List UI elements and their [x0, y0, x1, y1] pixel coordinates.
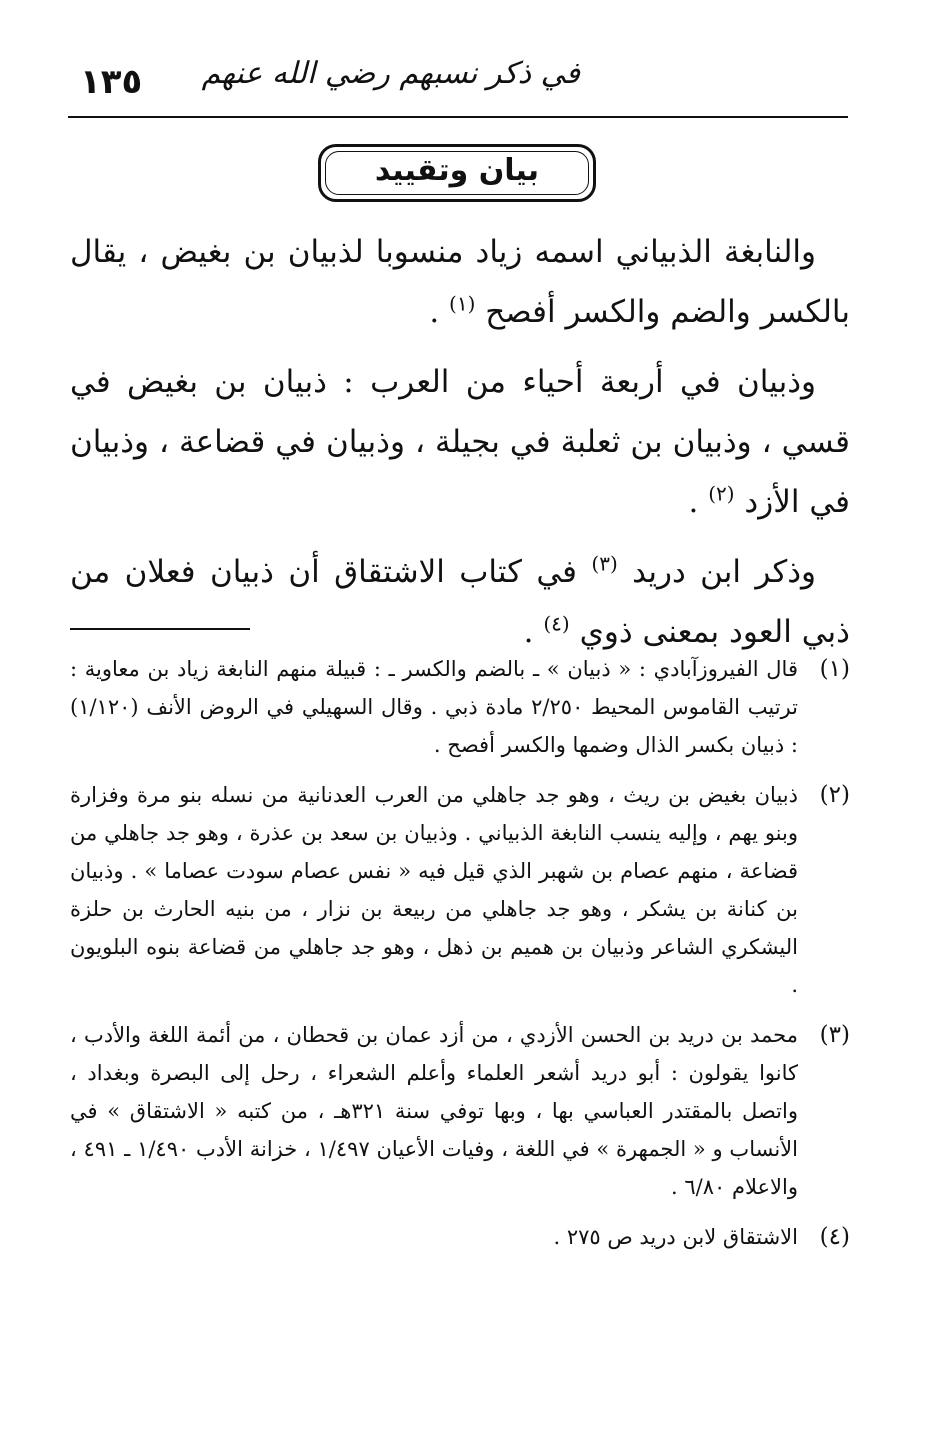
- section-title-frame: [318, 144, 596, 202]
- footnote-ref-2: (٢): [708, 481, 735, 506]
- footnote-rule: [70, 628, 250, 630]
- body-text: [70, 222, 850, 672]
- paragraph-3: [70, 542, 850, 662]
- paragraph-1-tail: .: [429, 294, 450, 330]
- footnote-3: [70, 1016, 850, 1206]
- footnote-text: قال الفيروزآبادي : « ذبيان » ـ بالضم والكسر ـ : قبيلة منهم النابغة زياد بن معاوية : ترتيب القاموس المحيط ٢/٢٥٠ مادة ذبي . وقال السهيلي في الروض الأنف (١/١٢٠) : ذبيان بكسر الذال وضمها والكسر أفصح .: [70, 657, 798, 757]
- header-rule: [68, 116, 848, 118]
- paragraph-3-text-before: وذكر ابن دريد: [617, 554, 816, 590]
- footnote-number: (٣): [819, 1022, 850, 1048]
- paragraph-1-text: والنابغة الذبياني اسمه زياد منسوبا لذبيان بن بغيض ، يقال بالكسر والضم والكسر أفصح: [70, 234, 850, 330]
- footnote-ref-3: (٣): [591, 551, 618, 576]
- section-title: بيان وتقييد: [374, 153, 540, 188]
- footnote-number: (٢): [819, 782, 850, 808]
- paragraph-2-text: وذبيان في أربعة أحياء من العرب : ذبيان بن بغيض في قسي ، وذبيان بن ثعلبة في بجيلة ، وذبيان في قضاعة ، وذبيان في الأزد: [70, 364, 850, 520]
- footnote-text: ذبيان بغيض بن ريث ، وهو جد جاهلي من العرب العدنانية من نسله بنو مرة وفزارة وبنو يهم ، وإليه ينسب النابغة الذبياني . وذبيان بن سعد بن عذرة ، وهو جد جاهلي من قضاعة ، منهم عصام بن شهبر الذي قيل فيه « نفس عصام سودت عصاما » . وذبيان بن كنانة بن يشكر ، وهو جد جاهلي من ربيعة بن نزار ، من بنيه الحارث بن حلزة اليشكري الشاعر وذبيان بن هميم بن ذهل ، وهو جد جاهلي من قضاعة بنوه البلويون .: [70, 783, 798, 997]
- paragraph-3-tail: .: [523, 614, 544, 650]
- footnote-2: [70, 776, 850, 1004]
- paragraph-3-text-after: في كتاب الاشتقاق أن ذبيان فعلان من ذبي العود بمعنى ذوي: [70, 554, 850, 650]
- paragraph-2-tail: .: [688, 484, 709, 520]
- page-header: [68, 52, 848, 118]
- footnote-1: [70, 650, 850, 764]
- footnote-ref-1: (١): [449, 291, 476, 316]
- footnote-text: محمد بن دريد بن الحسن الأزدي ، من أزد عمان بن قحطان ، من أئمة اللغة والأدب ، كانوا يقولون : أبو دريد أشعر العلماء وأعلم الشعراء ، رحل إلى البصرة وبغداد ، واتصل بالمقتدر العباسي بها ، وبها توفي سنة ٣٢١هـ ، من كتبه « الاشتقاق » في الأنساب و « الجمهرة » في اللغة ، وفيات الأعيان ١/٤٩٧ ، خزانة الأدب ١/٤٩٠ ـ ٤٩١ ، والاعلام ٦/٨٠ .: [70, 1023, 798, 1199]
- page-number: ١٣٥: [80, 62, 143, 102]
- paragraph-2: [70, 352, 850, 532]
- paragraph-1: [70, 222, 850, 342]
- running-title: في ذكر نسبهم رضي الله عنهم: [201, 56, 580, 91]
- footnotes: [70, 650, 850, 1268]
- footnote-4: [70, 1218, 850, 1256]
- footnote-number: (٤): [819, 1224, 850, 1250]
- footnote-text: الاشتقاق لابن دريد ص ٢٧٥ .: [553, 1225, 798, 1249]
- footnote-ref-4: (٤): [543, 611, 570, 636]
- footnote-number: (١): [819, 656, 850, 682]
